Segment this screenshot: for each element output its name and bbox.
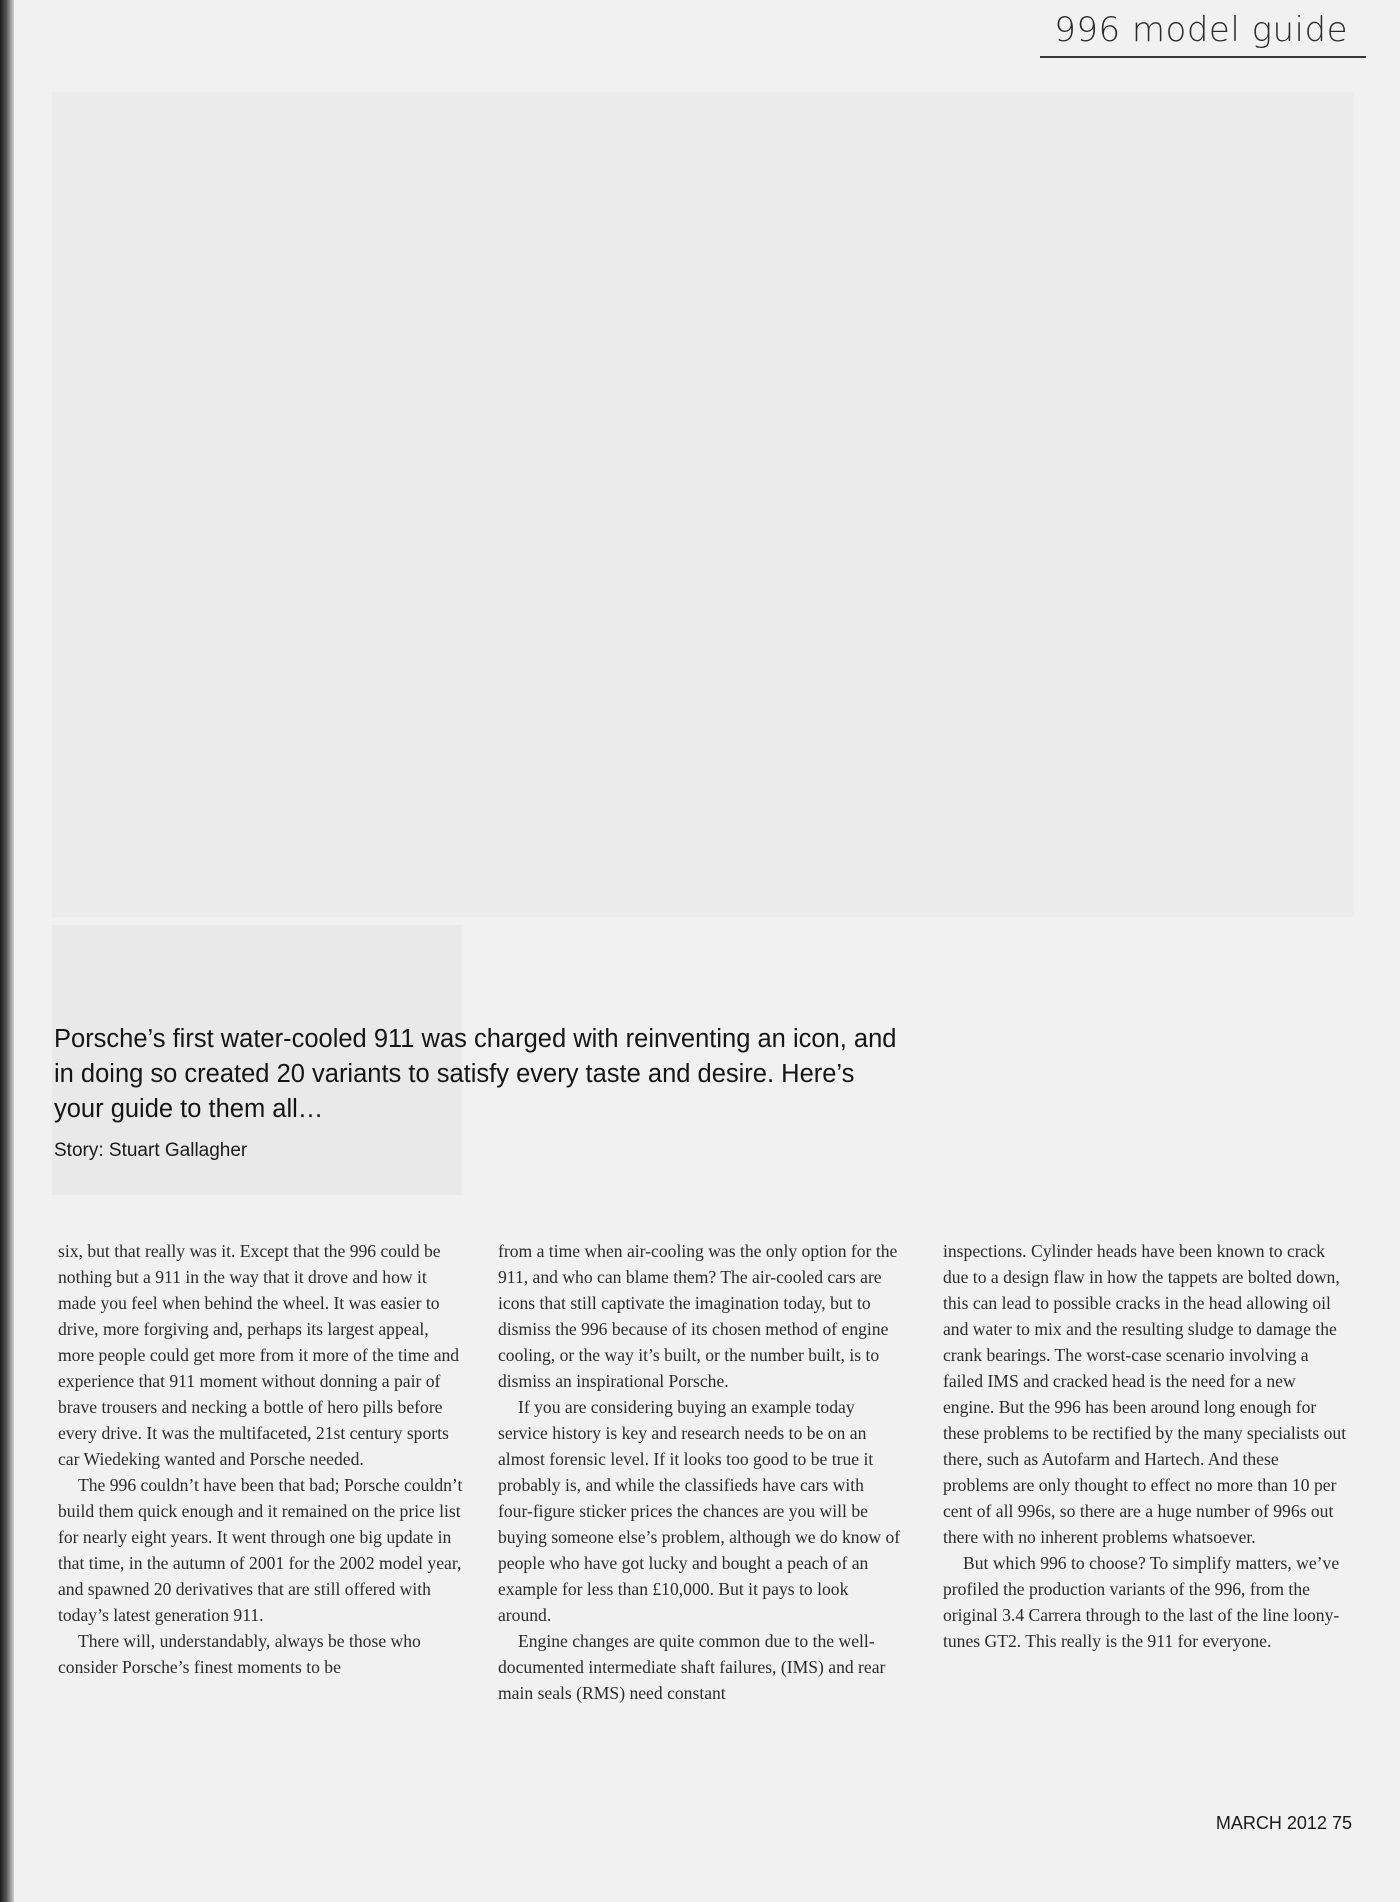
paragraph: Engine changes are quite common due to the well-documented intermediate shaft failures, (IMS) and rear main seals (RMS) need constant — [498, 1631, 886, 1703]
paragraph: If you are considering buying an example today service history is key and research needs to be on an almost forensic level. If it looks too good to be true it probably is, and while the classifieds have cars with four-figure sticker prices the chances are you will be buying someone else’s problem, although we do know of people who have got lucky and bought a peach of an example for less than £10,000. But it pays to look around. — [498, 1397, 901, 1625]
paragraph: inspections. Cylinder heads have been known to crack due to a design flaw in how the tappets are bolted down, this can lead to possible cracks in the head allowing oil and water to mix and the resulting sludge to damage the crank bearings. The worst-case scenario involving a failed IMS and cracked head is the need for a new engine. But the 996 has been around long enough for these problems to be rectified by the many specialists out there, such as Autofarm and Hartech. And these problems are only thought to effect no more than 10 per cent of all 996s, so there are a huge number of 996s out there with no inherent problems whatsoever. — [943, 1241, 1347, 1547]
issue-date: MARCH 2012 — [1215, 1813, 1327, 1833]
paragraph: from a time when air-cooling was the only option for the 911, and who can blame them? The air-cooled cars are icons that still captivate the imagination today, but to dismiss the 996 because of its chosen method of engine cooling, or the way it’s built, or the number built, is to dismiss an inspirational Porsche. — [498, 1241, 898, 1391]
paragraph: six, but that really was it. Except that the 996 could be nothing but a 911 in the way that it drove and how it made you feel when behind the wheel. It was easier to drive, more forgiving and, perhaps its largest appeal, more people could get more from it more of the time and experience that 911 moment without donning a pair of brave trousers and necking a bottle of hero pills before every drive. It was the multifaceted, 21st century sports car Wiedeking wanted and Porsche needed. — [58, 1241, 460, 1469]
body-column-3 — [943, 1238, 1348, 1654]
paragraph: There will, understandably, always be those who consider Porsche’s finest moments to be — [58, 1631, 421, 1677]
page-folio — [1216, 1813, 1352, 1834]
paragraph: The 996 couldn’t have been that bad; Porsche couldn’t build them quick enough and it remained on the price list for nearly eight years. It went through one big update in that time, in the autumn of 2001 for the 2002 model year, and spawned 20 derivatives that are still offered with today’s latest generation 911. — [58, 1475, 463, 1625]
page-number: 75 — [1331, 1813, 1352, 1833]
page-spine-shadow — [0, 0, 14, 1902]
standfirst: Porsche’s first water-cooled 911 was charged with reinventing an icon, and in doing so created 20 variants to satisfy every taste and desire. Here’s your guide to them all… — [54, 1025, 897, 1123]
body-column-1 — [58, 1238, 463, 1680]
running-head-rule — [1040, 56, 1366, 58]
section-running-head: 996 model guide — [1054, 10, 1348, 50]
paragraph: But which 996 to choose? To simplify matters, we’ve profiled the production variants of the 996, from the original 3.4 Carrera through to the last of the line loony-tunes GT2. This really is the 911 for everyone. — [943, 1553, 1340, 1651]
show-through-background — [52, 92, 1354, 917]
body-column-2 — [498, 1238, 903, 1706]
byline: Story: Stuart Gallagher — [54, 1140, 248, 1161]
